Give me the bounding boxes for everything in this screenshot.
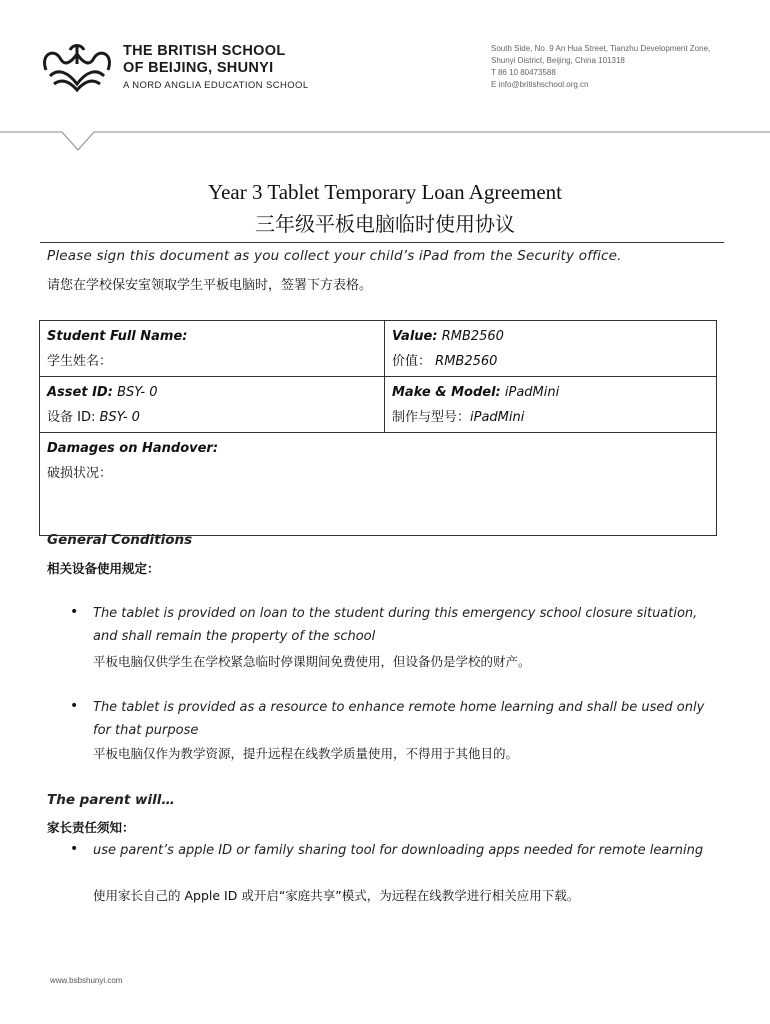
general-conditions-heading: General Conditions: [47, 532, 193, 548]
asset-id-value-zh: BSY- 0: [99, 410, 140, 425]
parent-item-1-zh: 使用家长自己的 Apple ID 或开启“家庭共享”模式，为远程在线教学进行相关应用下载。: [93, 888, 580, 903]
asset-id-cell[interactable]: [40, 377, 385, 433]
school-crest-logo: [40, 40, 115, 95]
school-name: [123, 43, 286, 77]
address-phone: T 86 10 80473588: [491, 68, 556, 77]
condition-item-1-zh: 平板电脑仅供学生在学校紧急临时停课期间免费使用，但设备仍是学校的财产。: [93, 654, 531, 669]
asset-id-value: BSY- 0: [117, 385, 158, 400]
value-text-zh: RMB2560: [435, 354, 498, 369]
value-label: Value:: [392, 329, 438, 344]
make-model-value-zh: iPadMini: [470, 410, 525, 425]
make-model-label: Make & Model:: [392, 385, 501, 400]
value-text: RMB2560: [441, 329, 504, 344]
header-divider: [0, 124, 770, 164]
make-model-cell: [385, 377, 717, 433]
general-conditions-heading-zh: 相关设备使用规定：: [47, 561, 160, 576]
school-name-line2: OF BEIJING, SHUNYI: [123, 60, 274, 76]
damages-label-zh: 破损状况：: [47, 466, 113, 481]
bullet-icon: •: [70, 698, 79, 714]
damages-label: Damages on Handover:: [47, 441, 219, 456]
make-model-label-zh: 制作与型号：: [392, 410, 471, 425]
damages-cell[interactable]: [40, 433, 717, 536]
condition-item-2-zh: 平板电脑仅作为教学资源，提升远程在线教学质量使用，不得用于其他目的。: [93, 746, 519, 761]
address-line: Shunyi District, Beijing, China 101318: [491, 56, 625, 65]
asset-id-label: Asset ID:: [47, 385, 113, 400]
student-name-cell[interactable]: [40, 321, 385, 377]
instructions-zh: 请您在学校保安室领取学生平板电脑时，签署下方表格。: [47, 278, 373, 293]
school-address: [491, 43, 710, 91]
make-model-value: iPadMini: [504, 385, 560, 400]
bullet-icon: •: [70, 841, 79, 857]
instructions: Please sign this document as you collect your child’s iPad from the Security office.: [47, 248, 622, 264]
value-cell: [385, 321, 717, 377]
parent-heading: The parent will…: [47, 792, 175, 808]
condition-item-1: The tablet is provided on loan to the student during this emergency school closure situation, and shall remain the property of the school: [93, 606, 698, 644]
asset-id-label-zh: 设备 ID:: [47, 410, 96, 425]
condition-item-2: The tablet is provided as a resource to enhance remote home learning and shall be used only for that purpose: [93, 700, 705, 738]
address-line: South Side, No. 9 An Hua Street, Tianzhu Development Zone,: [491, 44, 711, 53]
parent-heading-zh: 家长责任须知：: [47, 820, 135, 835]
footer-url[interactable]: www.bsbshunyi.com: [50, 976, 123, 985]
document-title-zh: 三年级平板电脑临时使用协议: [255, 212, 515, 236]
document-title: Year 3 Tablet Temporary Loan Agreement: [208, 180, 562, 204]
value-label-zh: 价值：: [392, 354, 432, 369]
parent-item-1: use parent’s apple ID or family sharing tool for downloading apps needed for remote learning: [93, 843, 704, 858]
student-name-label-zh: 学生姓名：: [47, 354, 113, 369]
bullet-icon: •: [70, 604, 79, 620]
school-name-line1: THE BRITISH SCHOOL: [123, 43, 286, 59]
loan-form-table: [39, 320, 717, 536]
address-email: E info@britishschool.org.cn: [491, 80, 589, 89]
school-tagline: A NORD ANGLIA EDUCATION SCHOOL: [123, 80, 309, 91]
title-rule: [40, 242, 724, 243]
student-name-label: Student Full Name:: [47, 329, 188, 344]
